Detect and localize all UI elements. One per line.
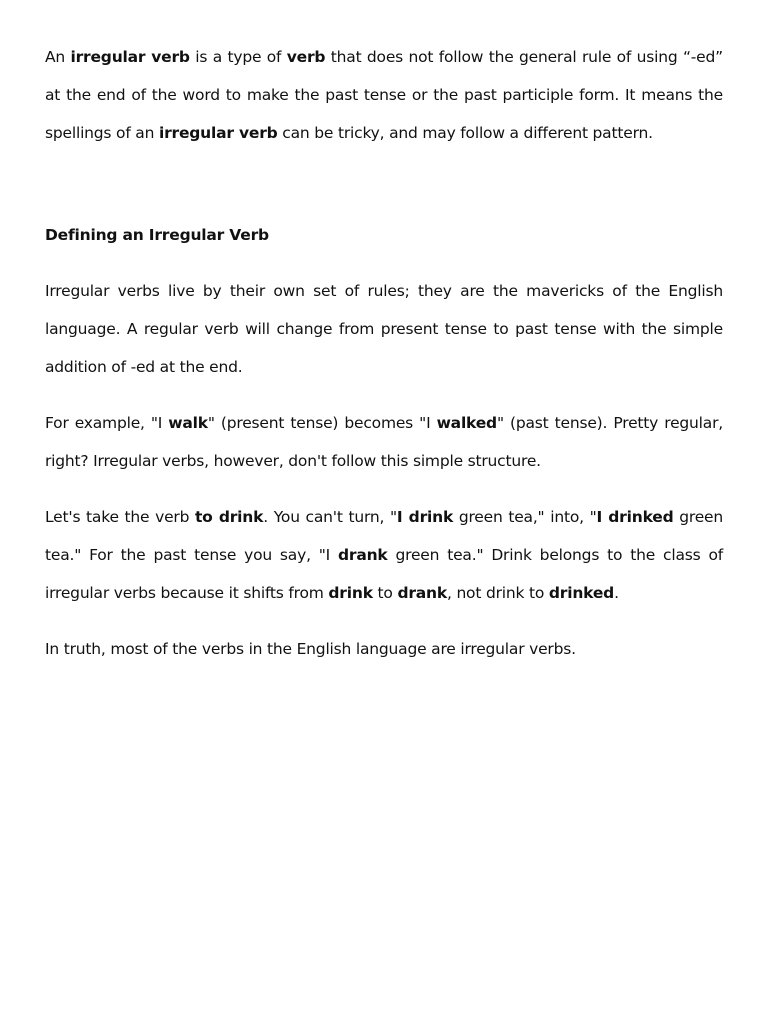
intro-text: is a type of [189,48,287,66]
paragraph-text: green tea." Drink belongs to the class of irregular verbs because it shifts from [45,546,723,602]
intro-text: An [45,48,71,66]
intro-term: irregular verb [158,124,278,142]
emphasis: drinked [548,584,615,602]
paragraph-example-walk [45,404,723,480]
intro-paragraph [45,38,723,152]
paragraph-text: " (present tense) becomes "I [207,414,437,432]
document-page [45,38,723,686]
emphasis: to drink [194,508,264,526]
paragraph-text: Let's take the verb [45,508,195,526]
paragraph-text: . You can't turn, " [263,508,397,526]
emphasis: drank [397,584,447,602]
section-heading: Defining an Irregular Verb [45,226,269,244]
paragraph-text: . [614,584,619,602]
intro-text: that does not follow the general rule of using “-ed” at the end of the word to make the past tense or the past participle form. It means the spellings of an [45,48,723,142]
intro-term: verb [286,48,326,66]
emphasis: drink [328,584,373,602]
paragraph-text: to [372,584,398,602]
intro-text: can be tricky, and may follow a different pattern. [277,124,653,142]
paragraph-conclusion: In truth, most of the verbs in the English language are irregular verbs. [45,640,576,658]
paragraph-text: green tea." For the past tense you say, "I [45,508,723,564]
paragraph-text: green tea," into, " [453,508,597,526]
paragraph-text: " (past tense). Pretty regular, right? Irregular verbs, however, don't follow this simple structure. [45,414,723,470]
emphasis: I drinked [596,508,674,526]
intro-term: irregular verb [70,48,190,66]
paragraph-rules: Irregular verbs live by their own set of rules; they are the mavericks of the English language. A regular verb will change from present tense to past tense with the simple addition of -ed at the end. [45,282,723,376]
emphasis: walked [436,414,497,432]
emphasis: I drink [396,508,454,526]
emphasis: drank [338,546,388,564]
paragraph-text: , not drink to [446,584,549,602]
paragraph-example-drink [45,498,723,612]
paragraph-text: For example, "I [45,414,169,432]
emphasis: walk [168,414,208,432]
